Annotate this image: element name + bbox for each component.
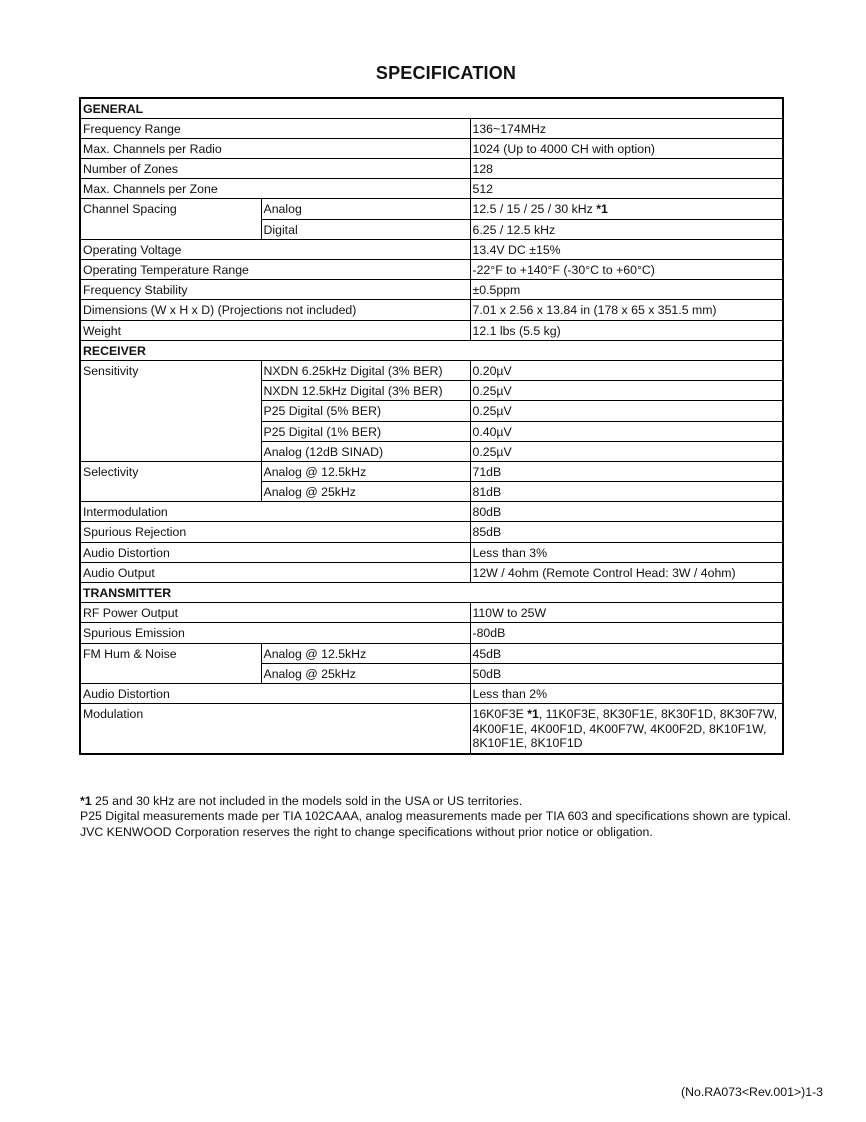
spec-value (470, 159, 783, 179)
spec-label: Dimensions (W x H x D) (Projections not included) (80, 300, 470, 320)
spec-value-text: -80dB (472, 626, 506, 641)
spec-value (470, 219, 783, 239)
footnotes (80, 794, 791, 840)
spec-label: Number of Zones (80, 159, 470, 179)
spec-value (470, 482, 783, 502)
spec-value-text: 6.25 / 12.5 kHz (472, 222, 556, 237)
footnote-ref: *1 (527, 707, 539, 722)
footnote-1-text: 25 and 30 kHz are not included in the models sold in the USA or US territories. (91, 794, 523, 808)
page-number: (No.RA073<Rev.001>)1-3 (681, 1085, 823, 1099)
spec-value-text: 71dB (472, 464, 502, 479)
section-header-row (80, 340, 783, 360)
section-title: RECEIVER (80, 340, 783, 360)
spec-sublabel: Analog (12dB SINAD) (261, 441, 470, 461)
spec-label: Operating Voltage (80, 239, 470, 259)
table-row (80, 300, 783, 320)
spec-value (470, 562, 783, 582)
table-row (80, 623, 783, 643)
table-row (80, 603, 783, 623)
spec-sublabel: NXDN 12.5kHz Digital (3% BER) (261, 381, 470, 401)
table-row (80, 159, 783, 179)
table-row (80, 360, 783, 380)
spec-sublabel: Analog (261, 199, 470, 219)
spec-label: Frequency Stability (80, 280, 470, 300)
spec-value-text: , 11K0F3E, 8K30F1E, 8K30F1D, 8K30F7W, 4K00F1E, 4K00F1D, 4K00F7W, 4K00F2D, 8K10F1W, 8K10F1E, 8K10F1D (472, 707, 778, 751)
spec-label: Intermodulation (80, 502, 470, 522)
spec-value (470, 199, 783, 219)
spec-value-text: 1024 (Up to 4000 CH with option) (472, 141, 656, 156)
table-row (80, 683, 783, 703)
table-row (80, 118, 783, 138)
spec-value (470, 381, 783, 401)
spec-value-text: 0.20µV (472, 363, 512, 378)
spec-value (470, 461, 783, 481)
footnote-ref: *1 (596, 202, 608, 217)
spec-value-text: -22°F to +140°F (-30°C to +60°C) (472, 263, 655, 277)
spec-label: FM Hum & Noise (80, 643, 261, 683)
spec-value (470, 280, 783, 300)
section-title: TRANSMITTER (80, 583, 783, 603)
spec-value (470, 502, 783, 522)
spec-value (470, 360, 783, 380)
section-title: GENERAL (80, 98, 783, 118)
table-row (80, 138, 783, 158)
section-header-row (80, 98, 783, 118)
spec-value (470, 401, 783, 421)
spec-label: Selectivity (80, 461, 261, 501)
spec-value (470, 663, 783, 683)
spec-value (470, 260, 783, 280)
table-row (80, 522, 783, 542)
spec-value (470, 643, 783, 663)
spec-value-text: 0.25µV (472, 404, 512, 419)
spec-label: RF Power Output (80, 603, 470, 623)
spec-sublabel: Analog @ 25kHz (261, 482, 470, 502)
spec-label: Max. Channels per Zone (80, 179, 470, 199)
spec-value (470, 179, 783, 199)
spec-value (470, 320, 783, 340)
spec-value-text: 80dB (472, 505, 502, 520)
spec-value-text: 128 (472, 162, 494, 177)
spec-value-text: 13.4V DC ±15% (472, 242, 561, 257)
spec-label: Audio Distortion (80, 542, 470, 562)
footnote-mark: *1 (80, 794, 92, 808)
spec-value-text: 12W / 4ohm (Remote Control Head: 3W / 4ohm) (472, 565, 736, 580)
spec-label: Spurious Emission (80, 623, 470, 643)
spec-value (470, 542, 783, 562)
footnote-1 (80, 794, 791, 809)
spec-label: Spurious Rejection (80, 522, 470, 542)
section-header-row (80, 583, 783, 603)
table-row (80, 542, 783, 562)
spec-sublabel: Analog @ 12.5kHz (261, 643, 470, 663)
table-row (80, 320, 783, 340)
spec-value-text: Less than 3% (472, 545, 548, 560)
spec-value-text: ±0.5ppm (472, 283, 521, 298)
spec-value-text: 512 (472, 182, 494, 197)
spec-sublabel: Analog @ 25kHz (261, 663, 470, 683)
table-row (80, 260, 783, 280)
spec-value-text: 16K0F3E (472, 707, 528, 722)
table-row (80, 179, 783, 199)
spec-label: Frequency Range (80, 118, 470, 138)
spec-value (470, 300, 783, 320)
table-row (80, 562, 783, 582)
spec-value-text: 81dB (472, 485, 502, 500)
table-row (80, 239, 783, 259)
spec-value-text: 85dB (472, 525, 502, 540)
spec-label: Modulation (80, 704, 470, 754)
spec-value-text: 50dB (472, 666, 502, 681)
spec-label: Audio Output (80, 562, 470, 582)
table-row (80, 502, 783, 522)
spec-sublabel: NXDN 6.25kHz Digital (3% BER) (261, 360, 470, 380)
spec-label: Weight (80, 320, 470, 340)
spec-value (470, 522, 783, 542)
spec-value-text: Less than 2% (472, 686, 548, 701)
spec-value (470, 118, 783, 138)
spec-sublabel: Analog @ 12.5kHz (261, 461, 470, 481)
table-row (80, 280, 783, 300)
spec-sublabel: P25 Digital (1% BER) (261, 421, 470, 441)
table-row (80, 643, 783, 663)
spec-value (470, 603, 783, 623)
spec-value-text: 7.01 x 2.56 x 13.84 in (178 x 65 x 351.5 mm) (472, 303, 717, 318)
spec-label: Audio Distortion (80, 683, 470, 703)
spec-value-text: 12.5 / 15 / 25 / 30 kHz (472, 202, 593, 217)
spec-value (470, 239, 783, 259)
footnote-2: P25 Digital measurements made per TIA 102CAAA, analog measurements made per TIA 603 and specifications shown are typical. (80, 809, 792, 824)
spec-sublabel: Digital (261, 219, 470, 239)
spec-value (470, 441, 783, 461)
spec-sublabel: P25 Digital (5% BER) (261, 401, 470, 421)
spec-value-text: 45dB (472, 646, 502, 661)
page-title: SPECIFICATION (375, 63, 517, 83)
spec-value-text: 0.40µV (472, 424, 512, 439)
table-row (80, 461, 783, 481)
specification-table (79, 97, 784, 755)
table-row (80, 704, 783, 754)
footnote-3: JVC KENWOOD Corporation reserves the right to change specifications without prior notice or obligation. (80, 824, 653, 839)
spec-value-text: 0.25µV (472, 444, 512, 459)
spec-value (470, 421, 783, 441)
spec-label: Channel Spacing (80, 199, 261, 239)
spec-value-text: 12.1 lbs (5.5 kg) (472, 323, 561, 338)
spec-label: Sensitivity (80, 360, 261, 461)
spec-value (470, 138, 783, 158)
spec-label: Max. Channels per Radio (80, 138, 470, 158)
spec-label: Operating Temperature Range (80, 260, 470, 280)
spec-value (470, 704, 783, 754)
spec-value-text: 110W to 25W (472, 606, 547, 621)
spec-value (470, 623, 783, 643)
table-row (80, 199, 783, 219)
spec-value (470, 683, 783, 703)
spec-value-text: 0.25µV (472, 384, 512, 399)
spec-value-text: 136~174MHz (472, 121, 546, 136)
